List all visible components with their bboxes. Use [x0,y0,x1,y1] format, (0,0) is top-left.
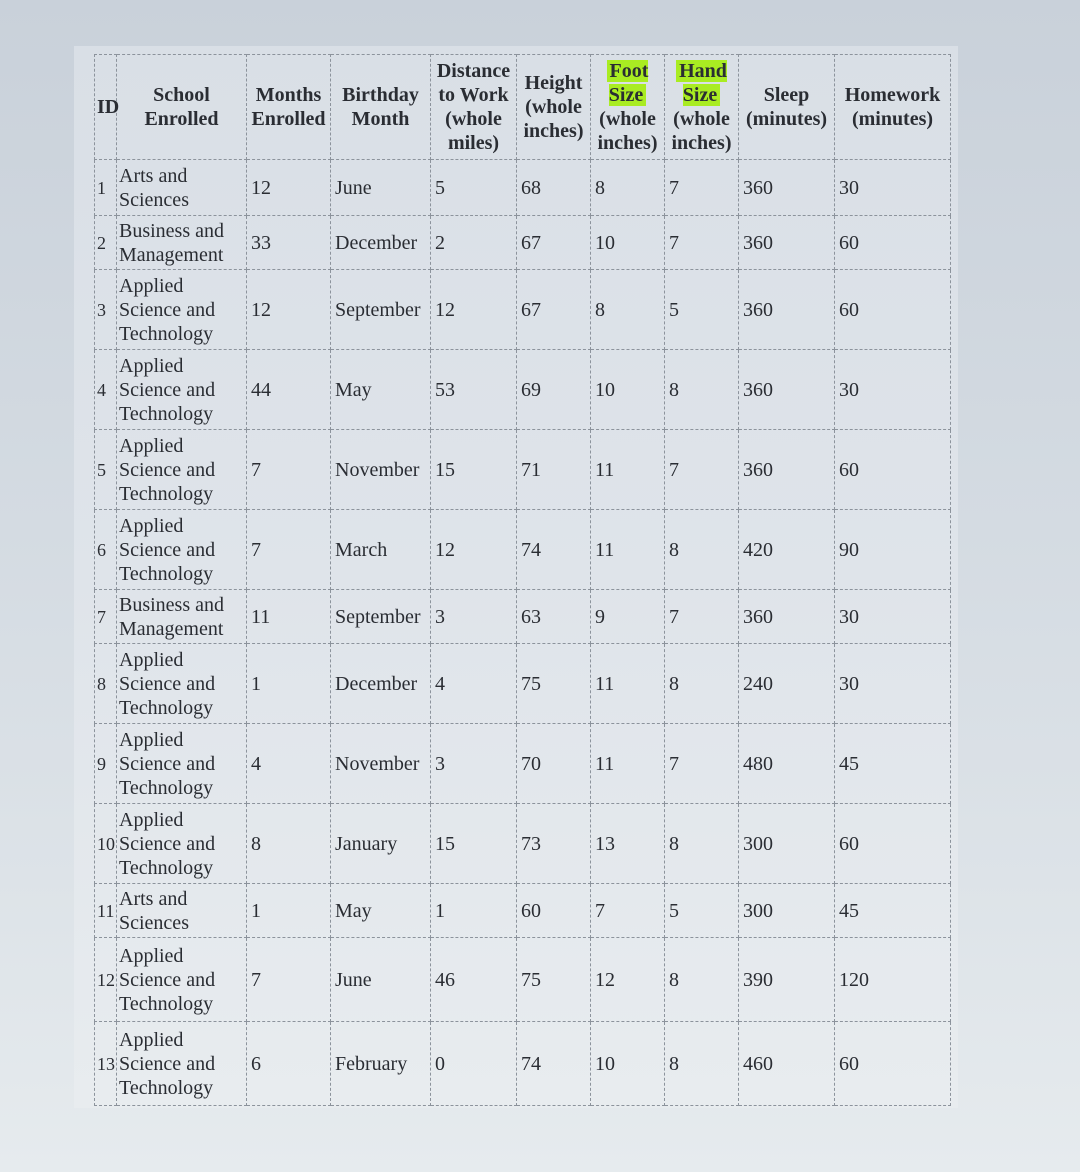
header-id: ID [95,55,117,160]
cell-homework: 30 [835,590,951,644]
cell-id: 6 [95,510,117,590]
cell-distance: 0 [431,1022,517,1106]
cell-sleep: 420 [739,510,835,590]
cell-months: 4 [247,724,331,804]
cell-school: Business and Management [117,216,247,270]
header-row [95,55,951,160]
cell-months: 12 [247,270,331,350]
cell-height: 63 [517,590,591,644]
header-hand [665,55,739,160]
cell-school: Applied Science and Technology [117,510,247,590]
cell-birthday: November [331,430,431,510]
cell-foot: 10 [591,1022,665,1106]
table-row [95,510,951,590]
cell-id: 10 [95,804,117,884]
cell-foot: 13 [591,804,665,884]
cell-birthday: February [331,1022,431,1106]
cell-months: 33 [247,216,331,270]
cell-birthday: May [331,884,431,938]
cell-distance: 53 [431,350,517,430]
cell-hand: 8 [665,350,739,430]
cell-distance: 15 [431,804,517,884]
cell-sleep: 300 [739,804,835,884]
cell-homework: 60 [835,1022,951,1106]
cell-height: 75 [517,644,591,724]
cell-school: Applied Science and Technology [117,1022,247,1106]
cell-hand: 7 [665,160,739,216]
cell-birthday: June [331,160,431,216]
cell-sleep: 460 [739,1022,835,1106]
cell-id: 1 [95,160,117,216]
cell-id: 12 [95,938,117,1022]
cell-height: 60 [517,884,591,938]
cell-height: 74 [517,1022,591,1106]
cell-distance: 4 [431,644,517,724]
data-table [94,54,951,1106]
cell-foot: 9 [591,590,665,644]
cell-sleep: 360 [739,350,835,430]
cell-homework: 30 [835,350,951,430]
cell-months: 6 [247,1022,331,1106]
cell-foot: 11 [591,644,665,724]
cell-height: 67 [517,216,591,270]
cell-hand: 8 [665,644,739,724]
cell-hand: 7 [665,590,739,644]
cell-months: 7 [247,510,331,590]
table-row [95,270,951,350]
header-foot-highlight: Foot Size [607,60,649,106]
cell-foot: 7 [591,884,665,938]
cell-height: 70 [517,724,591,804]
cell-distance: 3 [431,590,517,644]
cell-id: 3 [95,270,117,350]
header-school: School Enrolled [117,55,247,160]
cell-height: 75 [517,938,591,1022]
cell-school: Arts and Sciences [117,160,247,216]
cell-months: 7 [247,938,331,1022]
table-body [95,160,951,1106]
cell-hand: 8 [665,804,739,884]
cell-sleep: 360 [739,216,835,270]
cell-sleep: 360 [739,160,835,216]
table-row [95,430,951,510]
cell-height: 69 [517,350,591,430]
cell-id: 5 [95,430,117,510]
cell-homework: 60 [835,216,951,270]
cell-height: 74 [517,510,591,590]
header-sleep: Sleep (minutes) [739,55,835,160]
cell-height: 68 [517,160,591,216]
table-row [95,724,951,804]
header-months: Months Enrolled [247,55,331,160]
cell-birthday: May [331,350,431,430]
cell-school: Business and Management [117,590,247,644]
cell-id: 9 [95,724,117,804]
cell-foot: 11 [591,510,665,590]
cell-months: 7 [247,430,331,510]
cell-sleep: 360 [739,430,835,510]
cell-months: 44 [247,350,331,430]
cell-hand: 8 [665,938,739,1022]
cell-birthday: December [331,216,431,270]
cell-school: Applied Science and Technology [117,350,247,430]
table-row [95,644,951,724]
cell-height: 71 [517,430,591,510]
cell-id: 13 [95,1022,117,1106]
cell-hand: 8 [665,1022,739,1106]
cell-months: 11 [247,590,331,644]
cell-birthday: September [331,270,431,350]
cell-foot: 11 [591,724,665,804]
cell-distance: 3 [431,724,517,804]
header-distance: Distance to Work (whole miles) [431,55,517,160]
header-birthday: Birthday Month [331,55,431,160]
table-row [95,216,951,270]
cell-id: 4 [95,350,117,430]
cell-hand: 7 [665,216,739,270]
cell-sleep: 240 [739,644,835,724]
cell-id: 8 [95,644,117,724]
header-height: Height (whole inches) [517,55,591,160]
cell-foot: 8 [591,270,665,350]
cell-id: 2 [95,216,117,270]
cell-foot: 12 [591,938,665,1022]
cell-id: 7 [95,590,117,644]
header-homework: Homework (minutes) [835,55,951,160]
table-row [95,1022,951,1106]
cell-foot: 10 [591,350,665,430]
cell-school: Arts and Sciences [117,884,247,938]
cell-months: 1 [247,644,331,724]
table-row [95,160,951,216]
cell-sleep: 360 [739,270,835,350]
cell-hand: 5 [665,270,739,350]
header-hand-sub: (whole inches) [671,108,732,154]
header-hand-highlight: Hand Size [676,60,727,106]
cell-months: 12 [247,160,331,216]
cell-school: Applied Science and Technology [117,804,247,884]
cell-school: Applied Science and Technology [117,724,247,804]
cell-foot: 8 [591,160,665,216]
cell-distance: 2 [431,216,517,270]
cell-homework: 120 [835,938,951,1022]
cell-months: 1 [247,884,331,938]
header-foot [591,55,665,160]
table-row [95,804,951,884]
cell-height: 73 [517,804,591,884]
header-foot-sub: (whole inches) [597,108,658,154]
cell-id: 11 [95,884,117,938]
cell-height: 67 [517,270,591,350]
cell-hand: 8 [665,510,739,590]
cell-birthday: November [331,724,431,804]
table-row [95,590,951,644]
cell-sleep: 300 [739,884,835,938]
cell-distance: 46 [431,938,517,1022]
cell-sleep: 390 [739,938,835,1022]
cell-birthday: March [331,510,431,590]
cell-hand: 5 [665,884,739,938]
cell-foot: 10 [591,216,665,270]
cell-homework: 45 [835,884,951,938]
table-row [95,938,951,1022]
cell-homework: 90 [835,510,951,590]
table-row [95,350,951,430]
cell-distance: 12 [431,270,517,350]
cell-distance: 12 [431,510,517,590]
cell-homework: 45 [835,724,951,804]
cell-distance: 5 [431,160,517,216]
cell-sleep: 360 [739,590,835,644]
cell-distance: 15 [431,430,517,510]
cell-homework: 60 [835,270,951,350]
cell-school: Applied Science and Technology [117,430,247,510]
cell-hand: 7 [665,724,739,804]
table-row [95,884,951,938]
cell-school: Applied Science and Technology [117,644,247,724]
cell-homework: 30 [835,160,951,216]
cell-school: Applied Science and Technology [117,938,247,1022]
cell-birthday: June [331,938,431,1022]
cell-birthday: September [331,590,431,644]
cell-homework: 60 [835,430,951,510]
cell-birthday: January [331,804,431,884]
cell-school: Applied Science and Technology [117,270,247,350]
cell-months: 8 [247,804,331,884]
cell-hand: 7 [665,430,739,510]
cell-birthday: December [331,644,431,724]
cell-foot: 11 [591,430,665,510]
cell-homework: 30 [835,644,951,724]
cell-distance: 1 [431,884,517,938]
cell-sleep: 480 [739,724,835,804]
cell-homework: 60 [835,804,951,884]
paper-sheet [74,46,958,1108]
